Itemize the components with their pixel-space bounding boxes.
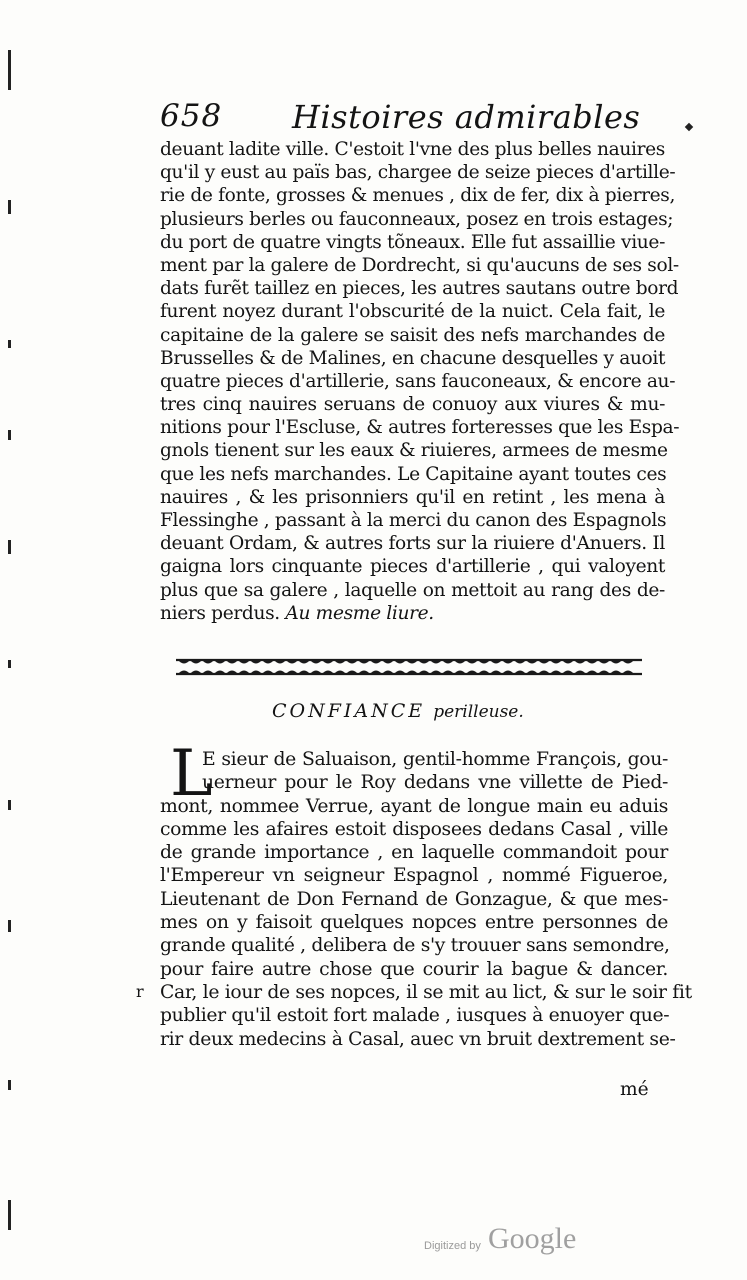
paragraph-1	[160, 138, 680, 625]
text-line: Car, le iour de ses nopces, il se mit au lict, & sur le soir fit	[160, 981, 692, 1003]
text-line: comme les afaires estoit disposees dedans Casal , ville	[160, 818, 668, 840]
running-head: Histoires admirables	[292, 98, 641, 136]
text-line: du port de quatre vingts tõneaux. Elle fut assaillie viue-	[160, 231, 665, 253]
text-line: tres cinq nauires seruans de conuoy aux viures & mu-	[160, 394, 665, 416]
digitized-label: Digitized by	[424, 1240, 481, 1252]
text-line: mes on y faisoit quelques nopces entre personnes de	[160, 912, 668, 934]
text-line-last	[160, 602, 665, 625]
text-line: que les nefs marchandes. Le Capitaine ayant toutes ces	[160, 463, 667, 485]
text-line: mont, nommee Verrue, ayant de longue main eu aduis	[160, 795, 668, 817]
text-line: nitions pour l'Escluse, & autres forteresses que les Espa-	[160, 417, 680, 439]
source-reference: Au mesme liure.	[285, 602, 434, 624]
text-line: quatre pieces d'artillerie, sans fauconeaux, & encore au-	[160, 370, 676, 392]
paragraph-2	[160, 748, 692, 1051]
digitized-by-google-watermark	[424, 1222, 584, 1262]
section-title-sub: perilleuse.	[433, 702, 524, 722]
text-line: gaigna lors cinquante pieces d'artillerie , qui valoyent	[160, 556, 665, 578]
paragraph-end-text: niers perdus.	[160, 602, 280, 624]
text-line: pour faire autre chose que courir la bague & dancer.	[160, 958, 668, 980]
corner-mark	[685, 123, 693, 131]
binding-edge-marks	[4, 40, 18, 1260]
ornamental-border	[172, 650, 647, 684]
text-line: gnols tienent sur les eaux & riuieres, armees de mesme	[160, 440, 668, 462]
text-line: de grande importance , en laquelle commandoit pour	[160, 842, 668, 864]
text-line: plus que sa galere , laquelle on mettoit au rang des de-	[160, 579, 665, 601]
text-line: publier qu'il estoit fort malade , iusques à enuoyer que-	[160, 1005, 670, 1027]
text-line: nauires , & les prisonniers qu'il en retint , les mena à	[160, 486, 665, 508]
text-line: capitaine de la galere se saisit des nefs marchandes de	[160, 324, 665, 346]
margin-mark: r	[136, 982, 144, 1001]
drop-cap: L	[170, 737, 213, 811]
text-line: Brusselles & de Malines, en chacune desquelles y auoit	[160, 347, 666, 369]
text-line: dats furẽt taillez en pieces, les autres sautans outre bord	[160, 278, 679, 300]
text-line: plusieurs berles ou fauconneaux, posez en trois estages;	[160, 208, 674, 230]
text-line: deuant Ordam, & autres forts sur la riuiere d'Anuers. Il	[160, 533, 665, 555]
text-line: deuant ladite ville. C'estoit l'vne des plus belles nauires	[160, 139, 665, 160]
google-logo-text: Google	[488, 1222, 577, 1255]
page-header	[160, 98, 680, 138]
text-line: qu'il y eust au païs bas, chargee de seize pieces d'artille-	[160, 162, 676, 184]
page-number: 658	[160, 98, 223, 134]
section-title-main: CONFIANCE	[272, 700, 426, 722]
text-line: grande qualité , delibera de s'y trouuer sans semondre,	[160, 935, 670, 957]
text-line: rie de fonte, grosses & menues , dix de fer, dix à pierres,	[160, 185, 676, 207]
text-line: uerneur pour le Roy dedans vne villette de Pied-	[202, 772, 668, 794]
text-line: ment par la galere de Dordrecht, si qu'aucuns de ses sol-	[160, 254, 679, 276]
catchword: mé	[620, 1079, 649, 1100]
text-line: Flessinghe , passant à la merci du canon des Espagnols	[160, 510, 667, 531]
text-line: E sieur de Saluaison, gentil-homme François, gou-	[202, 749, 668, 770]
text-line: Lieutenant de Don Fernand de Gonzague, & que mes-	[160, 888, 668, 910]
text-line: l'Empereur vn seigneur Espagnol , nommé Figueroe,	[160, 865, 668, 887]
text-line: rir deux medecins à Casal, auec vn bruit dextrement se-	[160, 1028, 676, 1050]
text-line: furent noyez durant l'obscurité de la nuict. Cela fait, le	[160, 301, 665, 323]
section-title	[272, 700, 592, 730]
